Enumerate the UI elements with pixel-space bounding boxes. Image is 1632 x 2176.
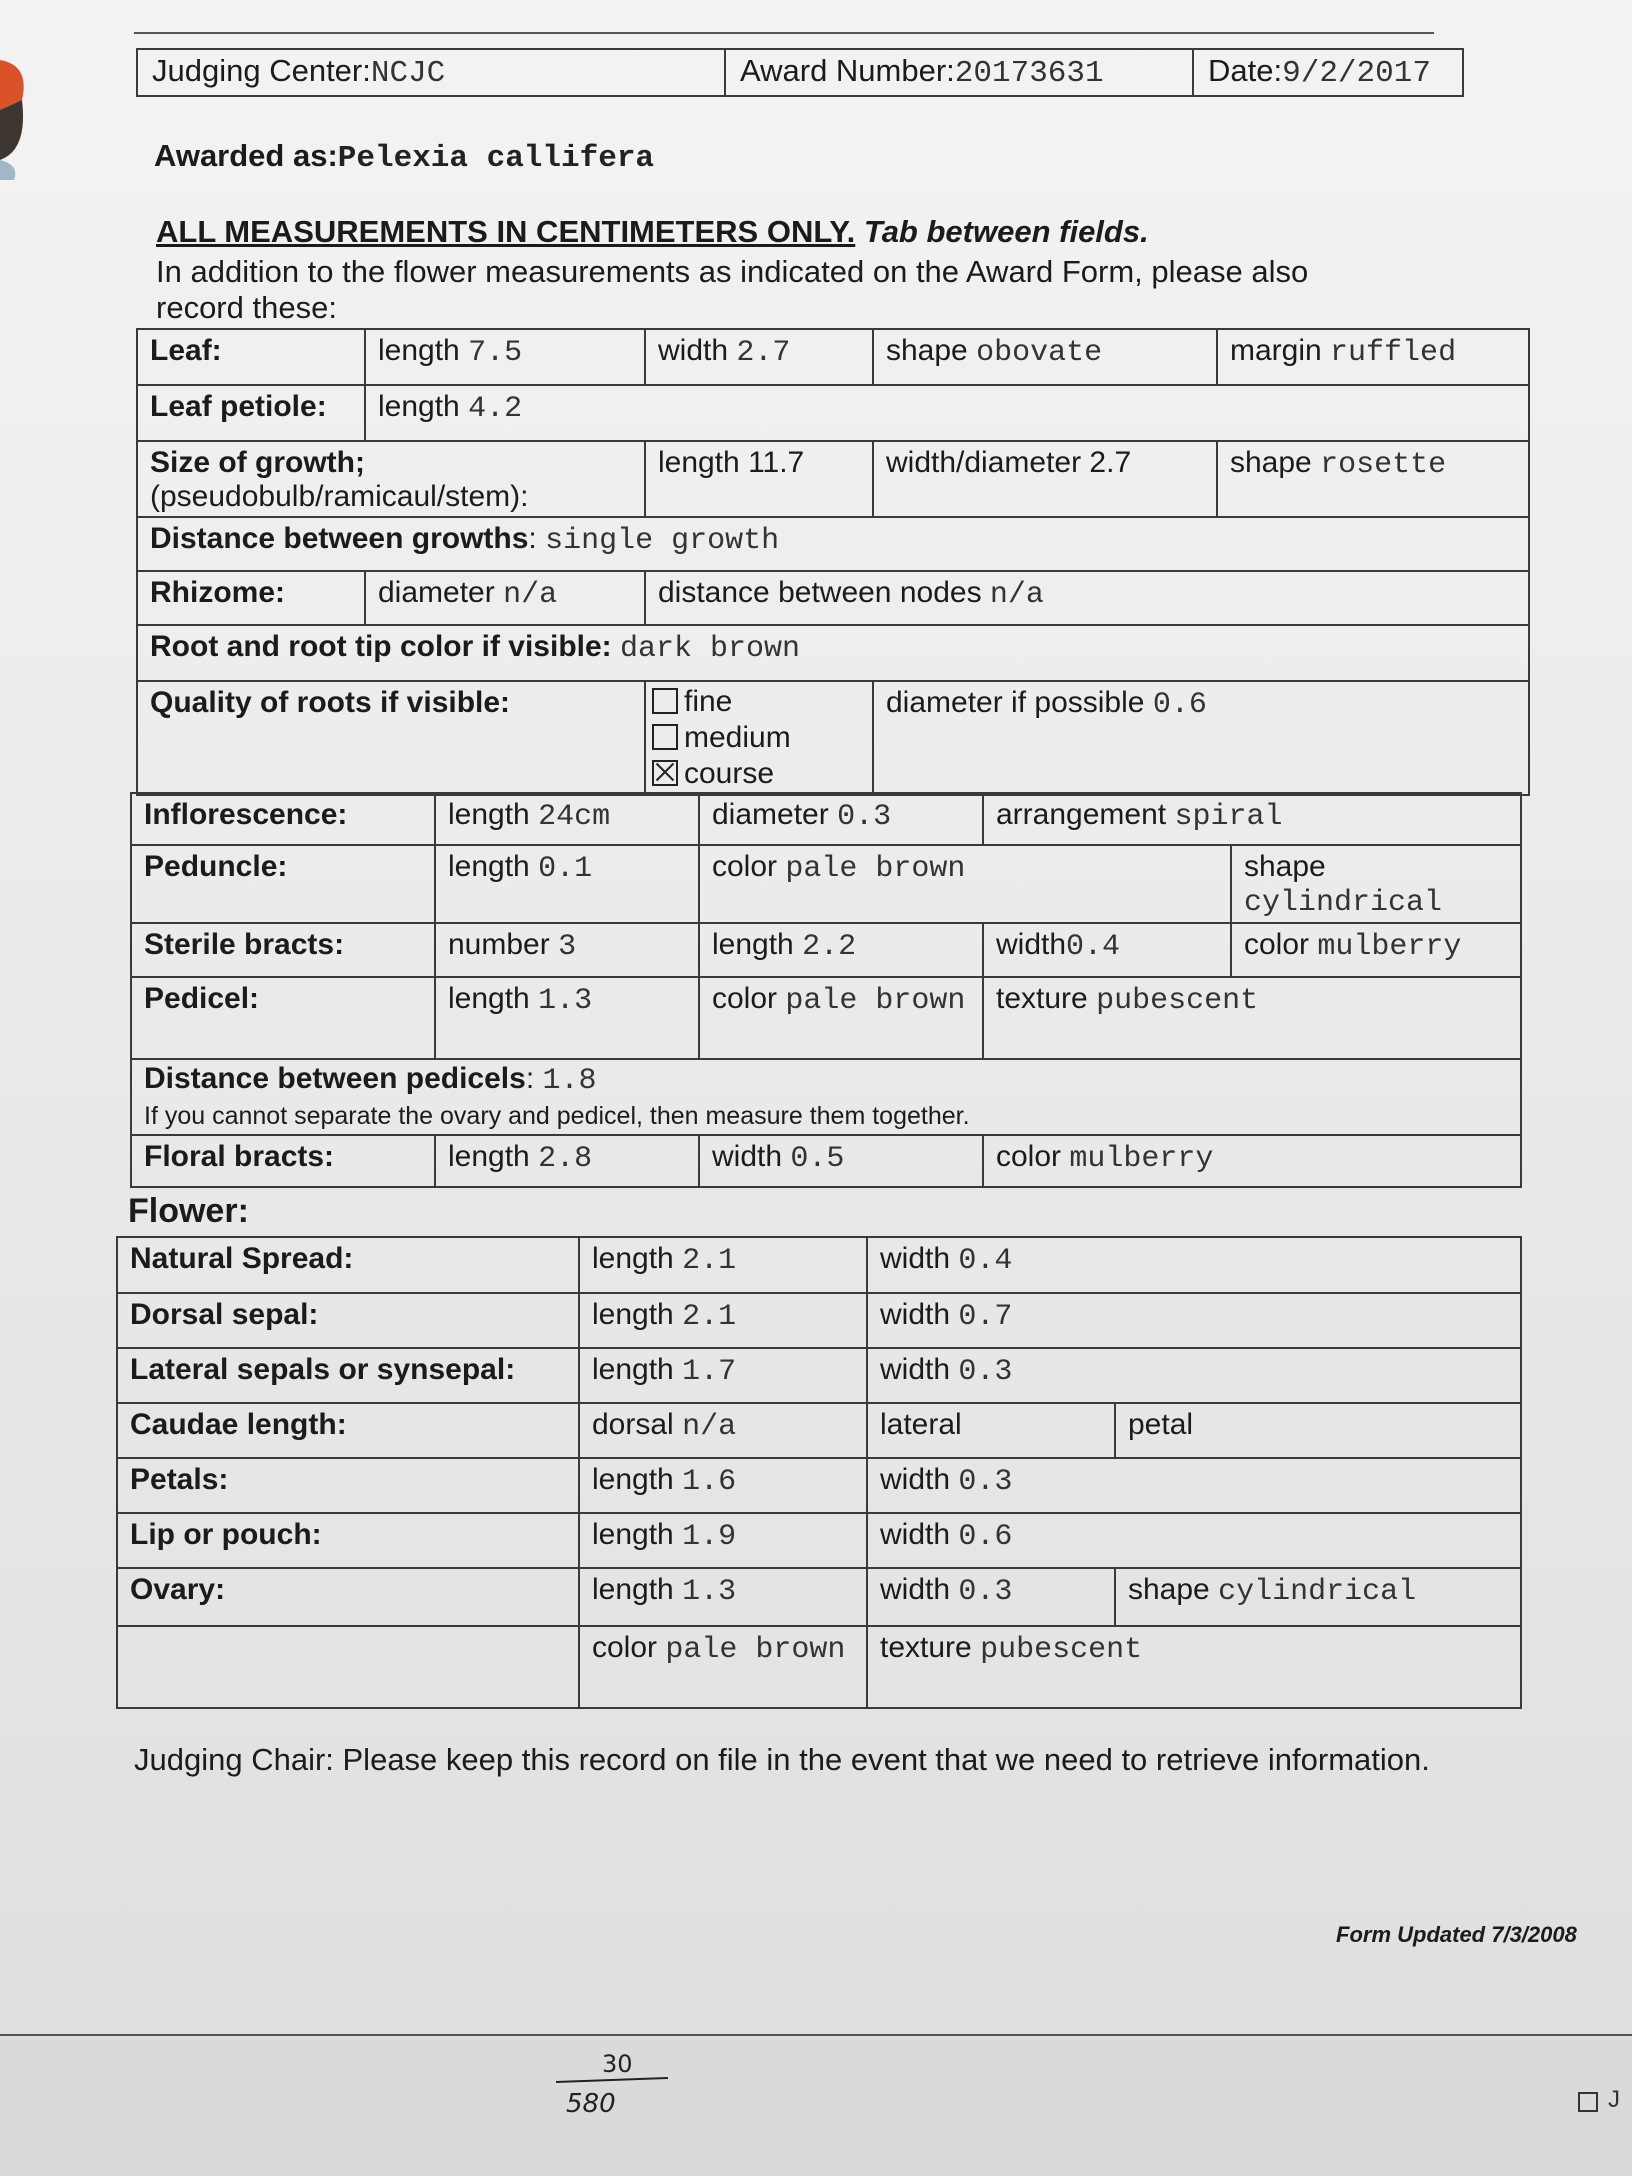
inflorescence-table [130, 792, 1522, 1188]
ovary-color-label: color [592, 1631, 658, 1664]
petals-length-label: length [592, 1463, 674, 1496]
top-rule [134, 32, 1434, 34]
handwritten-fraction [552, 2050, 672, 2120]
pedicel-texture-label: texture [996, 982, 1088, 1015]
distance-pedicels-value: 1.8 [542, 1064, 597, 1098]
peduncle-shape-field[interactable] [1231, 845, 1521, 923]
growth-shape-value: rosette [1320, 448, 1447, 482]
fine-checkbox[interactable] [652, 688, 678, 714]
rhizome-diameter-label: diameter [378, 576, 495, 609]
lip-width-field[interactable] [867, 1513, 1521, 1568]
natural-spread-length-value: 2.1 [682, 1244, 737, 1278]
lip-width-label: width [880, 1518, 951, 1551]
lip-length-value: 1.9 [682, 1520, 737, 1554]
caudae-lateral-field[interactable]: lateral [867, 1403, 1115, 1458]
ovary-extra-row [117, 1626, 1521, 1708]
sterile-bracts-length-field[interactable] [699, 923, 983, 977]
natural-spread-row [117, 1237, 1521, 1293]
leaf-petiole-length-value: 4.2 [468, 392, 523, 426]
tab-notice: Tab between fields. [855, 214, 1149, 249]
petals-length-field[interactable] [579, 1458, 867, 1513]
pedicel-label: Pedicel: [131, 977, 435, 1059]
measurement-instruction [156, 214, 1149, 250]
root-option-medium[interactable] [652, 720, 866, 756]
pedicel-color-field[interactable] [699, 977, 983, 1059]
natural-spread-label: Natural Spread: [117, 1237, 579, 1293]
growth-shape-field[interactable] [1217, 441, 1529, 517]
ovary-row [117, 1568, 1521, 1626]
peduncle-color-label: color [712, 850, 778, 883]
inflorescence-arrangement-label: arrangement [996, 798, 1167, 831]
floral-bracts-row [131, 1135, 1521, 1187]
caudae-dorsal-value: n/a [682, 1410, 737, 1444]
dorsal-sepal-length-label: length [592, 1298, 674, 1331]
sterile-bracts-color-label: color [1244, 928, 1310, 961]
inflorescence-row [131, 793, 1521, 845]
caudae-label: Caudae length: [117, 1403, 579, 1458]
natural-spread-width-label: width [880, 1242, 951, 1275]
award-number-value: 20173631 [954, 56, 1104, 91]
ovary-length-value: 1.3 [682, 1575, 737, 1609]
caudae-dorsal-label: dorsal [592, 1408, 674, 1441]
petals-width-field[interactable] [867, 1458, 1521, 1513]
dorsal-sepal-width-value: 0.7 [958, 1300, 1013, 1334]
natural-spread-length-field[interactable] [579, 1237, 867, 1293]
medium-checkbox[interactable] [652, 724, 678, 750]
natural-spread-length-label: length [592, 1242, 674, 1275]
ovary-pedicel-note: If you cannot separate the ovary and pedicel, then measure them together. [144, 1102, 970, 1130]
petals-length-value: 1.6 [682, 1465, 737, 1499]
pedicel-texture-field[interactable] [983, 977, 1521, 1059]
root-color-value: dark brown [620, 632, 801, 666]
inflorescence-length-label: length [448, 798, 530, 831]
rhizome-nodes-label: distance between nodes [658, 576, 982, 609]
date-field[interactable] [1193, 49, 1463, 96]
ovary-width-label: width [880, 1573, 951, 1606]
handwritten-denominator: 580 [566, 2089, 616, 2119]
peduncle-length-field[interactable] [435, 845, 699, 923]
growth-sublabel: (pseudobulb/ramicaul/stem): [150, 480, 529, 513]
floral-bracts-width-value: 0.5 [790, 1142, 845, 1176]
dorsal-sepal-width-label: width [880, 1298, 951, 1331]
flower-section-title: Flower: [128, 1192, 249, 1230]
judging-center-value: NCJC [370, 56, 446, 91]
leaf-row [137, 329, 1529, 385]
judging-chair-note: Judging Chair: Please keep this record on file in the event that we need to retrieve information. [134, 1742, 1430, 1777]
inflorescence-diameter-label: diameter [712, 798, 829, 831]
root-quality-label: Quality of roots if visible: [137, 681, 645, 795]
floral-bracts-length-field[interactable] [435, 1135, 699, 1187]
growth-width-field[interactable]: width/diameter 2.7 [873, 441, 1217, 517]
distance-growths-value: single growth [545, 524, 780, 558]
dorsal-sepal-label: Dorsal sepal: [117, 1293, 579, 1348]
header-table [136, 48, 1464, 97]
distance-pedicels-field[interactable] [131, 1059, 1521, 1135]
peduncle-shape-value: cylindrical [1244, 886, 1443, 920]
judging-center-field[interactable] [137, 49, 725, 96]
ovary-shape-value: cylindrical [1218, 1575, 1417, 1609]
floral-bracts-color-label: color [996, 1140, 1062, 1173]
lip-label: Lip or pouch: [117, 1513, 579, 1568]
lateral-sepals-label: Lateral sepals or synsepal: [117, 1348, 579, 1403]
dorsal-sepal-row [117, 1293, 1521, 1348]
rhizome-nodes-value: n/a [989, 578, 1044, 612]
sterile-bracts-length-value: 2.2 [802, 930, 857, 964]
inflorescence-arrangement-field[interactable] [983, 793, 1521, 845]
distance-growths-colon: : [528, 522, 537, 555]
root-diameter-label: diameter if possible [886, 686, 1145, 719]
leaf-margin-label: margin [1230, 334, 1322, 367]
sterile-bracts-length-label: length [712, 928, 794, 961]
pedicel-color-value: pale brown [785, 984, 966, 1018]
inflorescence-label: Inflorescence: [131, 793, 435, 845]
lateral-sepals-length-value: 1.7 [682, 1355, 737, 1389]
floral-bracts-label: Floral bracts: [131, 1135, 435, 1187]
ovary-width-field[interactable] [867, 1568, 1115, 1626]
form-updated-date: Form Updated 7/3/2008 [1336, 1922, 1577, 1947]
natural-spread-width-field[interactable] [867, 1237, 1521, 1293]
lip-row [117, 1513, 1521, 1568]
leaf-width-value: 2.7 [736, 336, 791, 370]
pedicel-row [131, 977, 1521, 1059]
bottom-rule [0, 2034, 1632, 2036]
floral-bracts-length-value: 2.8 [538, 1142, 593, 1176]
handwritten-numerator: 30 [602, 2050, 633, 2078]
judging-center-label: Judging Center: [152, 53, 371, 88]
pedicel-length-value: 1.3 [538, 984, 593, 1018]
root-color-field[interactable] [137, 625, 1529, 681]
leaf-shape-value: obovate [976, 336, 1103, 370]
award-number-label: Award Number: [740, 53, 955, 88]
pedicel-length-label: length [448, 982, 530, 1015]
inflorescence-length-value: 24cm [538, 800, 611, 834]
peduncle-row [131, 845, 1521, 923]
floral-bracts-color-value: mulberry [1069, 1142, 1214, 1176]
root-quality-row [137, 681, 1529, 795]
centimeters-notice: ALL MEASUREMENTS IN CENTIMETERS ONLY. [156, 214, 856, 249]
dorsal-sepal-width-field[interactable] [867, 1293, 1521, 1348]
lateral-sepals-width-label: width [880, 1353, 951, 1386]
ovary-label: Ovary: [117, 1568, 579, 1626]
petals-width-label: width [880, 1463, 951, 1496]
sterile-bracts-color-field[interactable] [1231, 923, 1521, 977]
ovary-color-field[interactable] [579, 1626, 867, 1708]
leaf-length-value: 7.5 [468, 336, 523, 370]
ovary-texture-value: pubescent [980, 1633, 1143, 1667]
growth-length-field[interactable]: length 11.7 [645, 441, 873, 517]
peduncle-label: Peduncle: [131, 845, 435, 923]
caudae-row [117, 1403, 1521, 1458]
leaf-width-label: width [658, 334, 729, 367]
dorsal-sepal-length-value: 2.1 [682, 1300, 737, 1334]
rhizome-diameter-value: n/a [503, 578, 558, 612]
natural-spread-width-value: 0.4 [958, 1244, 1013, 1278]
sterile-bracts-row [131, 923, 1521, 977]
leaf-margin-value: ruffled [1330, 336, 1457, 370]
additional-instruction: In addition to the flower measurements as indicated on the Award Form, please also record these: [156, 254, 1309, 325]
peduncle-color-value: pale brown [785, 852, 966, 886]
leaf-petiole-length-label: length [378, 390, 460, 423]
sterile-bracts-number-label: number [448, 928, 550, 961]
growth-shape-label: shape [1230, 446, 1312, 479]
leaf-label: Leaf: [137, 329, 365, 385]
growth-label-cell [137, 441, 645, 517]
inflorescence-length-field[interactable] [435, 793, 699, 845]
peduncle-shape-label: shape [1244, 850, 1326, 883]
corner-text: J [1608, 2086, 1620, 2113]
distance-growths-field[interactable] [137, 517, 1529, 571]
sterile-bracts-width-field[interactable] [983, 923, 1231, 977]
fine-label: fine [684, 685, 733, 718]
award-number-field[interactable] [725, 49, 1193, 96]
root-option-course[interactable] [652, 756, 866, 792]
leaf-petiole-length-field[interactable] [365, 385, 1529, 441]
awarded-as [154, 138, 654, 176]
sterile-bracts-color-value: mulberry [1317, 930, 1462, 964]
leaf-margin-field[interactable] [1217, 329, 1529, 385]
medium-label: medium [684, 721, 791, 754]
plant-measurements-table [136, 328, 1530, 796]
rhizome-nodes-field[interactable] [645, 571, 1529, 625]
course-checkbox[interactable] [652, 760, 678, 786]
ovary-shape-field[interactable] [1115, 1568, 1521, 1626]
inflorescence-diameter-value: 0.3 [837, 800, 892, 834]
lip-length-field[interactable] [579, 1513, 867, 1568]
root-color-row [137, 625, 1529, 681]
floral-bracts-color-field[interactable] [983, 1135, 1521, 1187]
pedicel-color-label: color [712, 982, 778, 1015]
distance-growths-label: Distance between growths [150, 522, 529, 555]
ovary-length-label: length [592, 1573, 674, 1606]
growth-row [137, 441, 1529, 517]
ovary-length-field[interactable] [579, 1568, 867, 1626]
ovary-color-value: pale brown [665, 1633, 846, 1667]
lateral-sepals-length-label: length [592, 1353, 674, 1386]
leaf-length-field[interactable] [365, 329, 645, 385]
lateral-sepals-length-field[interactable] [579, 1348, 867, 1403]
leaf-width-field[interactable] [645, 329, 873, 385]
floral-bracts-length-label: length [448, 1140, 530, 1173]
distance-growths-row [137, 517, 1529, 571]
leaf-length-label: length [378, 334, 460, 367]
lip-length-label: length [592, 1518, 674, 1551]
ovary-texture-field[interactable] [867, 1626, 1521, 1708]
sterile-bracts-number-value: 3 [558, 930, 577, 964]
date-value: 9/2/2017 [1282, 56, 1431, 91]
inflorescence-diameter-field[interactable] [699, 793, 983, 845]
distance-pedicels-colon: : [525, 1062, 535, 1095]
leaf-petiole-label: Leaf petiole: [137, 385, 365, 441]
ovary-shape-label: shape [1128, 1573, 1210, 1606]
leaf-petiole-row [137, 385, 1529, 441]
floral-bracts-width-field[interactable] [699, 1135, 983, 1187]
distance-pedicels-row [131, 1059, 1521, 1135]
sterile-bracts-width-label: width [996, 928, 1067, 961]
sterile-bracts-label: Sterile bracts: [131, 923, 435, 977]
lateral-sepals-row [117, 1348, 1521, 1403]
sterile-bracts-number-field[interactable] [435, 923, 699, 977]
root-diameter-field[interactable] [873, 681, 1529, 795]
peduncle-color-field[interactable] [699, 845, 1231, 923]
ovary-texture-label: texture [880, 1631, 972, 1664]
root-quality-options [645, 681, 873, 795]
course-label: course [684, 757, 775, 790]
leaf-shape-field[interactable] [873, 329, 1217, 385]
dorsal-sepal-length-field[interactable] [579, 1293, 867, 1348]
date-label: Date: [1208, 53, 1283, 88]
lateral-sepals-width-field[interactable] [867, 1348, 1521, 1403]
sticker-graphic [0, 40, 40, 180]
awarded-label: Awarded as: [154, 138, 338, 173]
petals-row [117, 1458, 1521, 1513]
rhizome-label: Rhizome: [137, 571, 365, 625]
rhizome-diameter-field[interactable] [365, 571, 645, 625]
pedicel-length-field[interactable] [435, 977, 699, 1059]
pedicel-texture-value: pubescent [1096, 984, 1259, 1018]
peduncle-length-value: 0.1 [538, 852, 593, 886]
flower-measurements-table [116, 1236, 1522, 1709]
leaf-shape-label: shape [886, 334, 968, 367]
root-option-fine[interactable] [652, 684, 866, 720]
growth-label: Size of growth; [150, 446, 365, 479]
sterile-bracts-width-value: 0.4 [1066, 930, 1121, 964]
lateral-sepals-width-value: 0.3 [958, 1355, 1013, 1389]
root-color-label: Root and root tip color if visible: [150, 630, 612, 663]
caudae-petal-field[interactable]: petal [1115, 1403, 1521, 1458]
floral-bracts-width-label: width [712, 1140, 783, 1173]
caudae-dorsal-field[interactable] [579, 1403, 867, 1458]
inflorescence-arrangement-value: spiral [1174, 800, 1283, 834]
petals-width-value: 0.3 [958, 1465, 1013, 1499]
corner-checkbox[interactable] [1578, 2092, 1598, 2112]
ovary-width-value: 0.3 [958, 1575, 1013, 1609]
awarded-value: Pelexia callifera [337, 141, 655, 176]
rhizome-row [137, 571, 1529, 625]
root-diameter-value: 0.6 [1152, 688, 1207, 722]
ovary-extra-blank [117, 1626, 579, 1708]
petals-label: Petals: [117, 1458, 579, 1513]
peduncle-length-label: length [448, 850, 530, 883]
distance-pedicels-label: Distance between pedicels [144, 1062, 526, 1095]
lip-width-value: 0.6 [958, 1520, 1013, 1554]
